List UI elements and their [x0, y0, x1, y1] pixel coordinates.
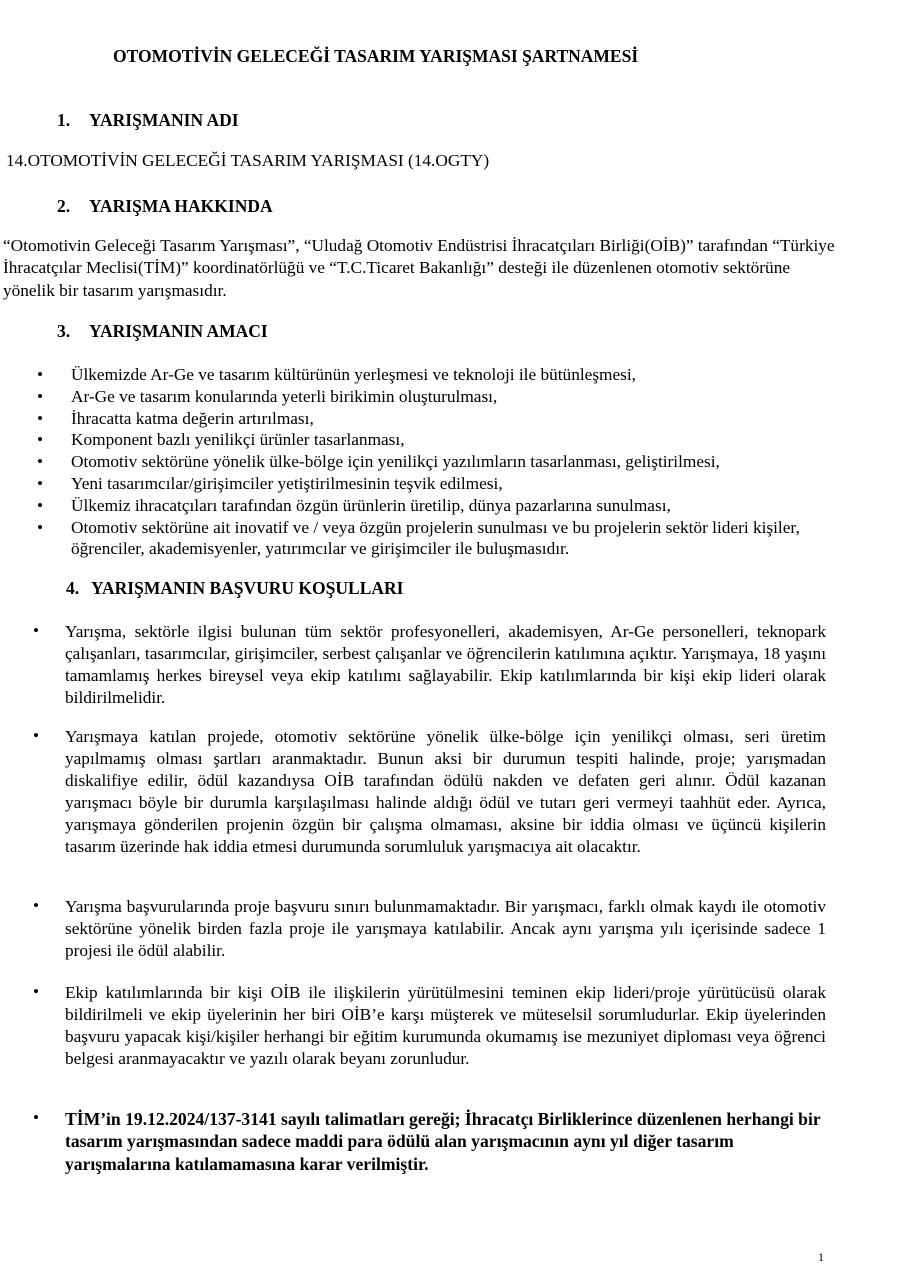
- page-number: 1: [818, 1250, 824, 1264]
- bullet-icon: •: [37, 495, 44, 515]
- list-item: • Ülkemiz ihracatçıları tarafından özgün ürünlerin üretilip, dünya pazarlarına sunulması,: [37, 495, 671, 515]
- bullet-icon: •: [37, 452, 44, 472]
- section-3-heading: [57, 321, 268, 342]
- condition-item: [0, 621, 826, 709]
- list-item: • Otomotiv sektörüne yönelik ülke-bölge için yenilikçi yazılımların tasarlanması, geliştirilmesi,: [37, 452, 720, 472]
- bullet-icon: •: [33, 896, 40, 915]
- bullet-icon: •: [33, 1108, 40, 1127]
- competition-name: 14.OTOMOTİVİN GELECEĞİ TASARIM YARIŞMASI (14.OGTY): [6, 151, 490, 170]
- list-item: • İhracatta katma değerin artırılması,: [37, 408, 314, 428]
- bullet-icon: •: [37, 473, 44, 493]
- section-2-heading: [57, 196, 273, 217]
- bullet-icon: •: [37, 408, 44, 428]
- condition-text: Yarışmaya katılan projede, otomotiv sektörüne yönelik ülke-bölge için yenilikçi olması, seri üretim yapılmamış olması şartları aranmaktadır. Bunun aksi bir durumun tespiti halinde, proje; yarışmadan diskalifiye edilir, ödül kazandıysa OİB tarafından ödülü nakden ve defaten geri alınır. Ödül kazanan yarışmacı böyle bir durumla karşılaşılması halinde aldığı ödül ve tutarı geri vermeyi taahhüt eder. Ayrıca, yarışmaya gönderilen projenin özgün bir çalışma olmaması, aksine bir iddia olması ve üçüncü kişilerin tasarım üzerinde hak iddia etmesi durumunda sorumluluk yarışmacıya ait olacaktır.: [65, 727, 826, 857]
- section-number: 3.: [57, 321, 71, 341]
- document-title: OTOMOTİVİN GELECEĞİ TASARIM YARIŞMASI ŞARTNAMESİ: [113, 46, 639, 66]
- section-4-heading: [66, 578, 403, 599]
- list-item: • Ar-Ge ve tasarım konularında yeterli birikimin oluşturulması,: [37, 386, 498, 406]
- list-item: • Yeni tasarımcılar/girişimciler yetiştirilmesinin teşvik edilmesi,: [37, 473, 503, 493]
- section-title: YARIŞMANIN AMACI: [89, 321, 268, 341]
- condition-item: [0, 982, 826, 1070]
- objectives-list: [0, 364, 860, 560]
- condition-item-highlighted: [0, 1108, 826, 1175]
- bullet-icon: •: [37, 386, 44, 406]
- bullet-icon: •: [37, 517, 44, 537]
- condition-item: [0, 896, 826, 962]
- section-number: 4.: [66, 578, 80, 598]
- condition-item: [0, 726, 826, 859]
- list-item: • Otomotiv sektörüne ait inovatif ve / veya özgün projelerin sunulması ve bu projelerin sektör lideri kişiler, öğrenciler, akademisyenler, yatırımcılar ve girişimciler ile buluşmasıdır.: [37, 517, 800, 559]
- section-title: YARIŞMANIN ADI: [89, 110, 239, 130]
- condition-text: TİM’in 19.12.2024/137-3141 sayılı talimatları gereği; İhracatçı Birliklerince düzenlenen herhangi bir tasarım yarışmasından sadece maddi para ödülü alan yarışmacının aynı yıl diğer tasarım yarışmalarına katılamamasına karar verilmiştir.: [65, 1109, 821, 1174]
- list-item: • Komponent bazlı yenilikçi ürünler tasarlanması,: [37, 430, 405, 450]
- list-item: • Ülkemizde Ar-Ge ve tasarım kültürünün yerleşmesi ve teknoloji ile bütünleşmesi,: [37, 365, 636, 384]
- section-title: YARIŞMA HAKKINDA: [89, 196, 273, 216]
- bullet-icon: •: [33, 621, 40, 640]
- bullet-icon: •: [37, 365, 44, 384]
- section-title: YARIŞMANIN BAŞVURU KOŞULLARI: [91, 578, 404, 598]
- section-number: 1.: [57, 110, 71, 130]
- bullet-icon: •: [33, 726, 40, 745]
- section-1-heading: [57, 110, 239, 131]
- section-number: 2.: [57, 196, 71, 216]
- condition-text: Yarışma, sektörle ilgisi bulunan tüm sektör profesyonelleri, akademisyen, Ar-Ge personelleri, teknopark çalışanları, tasarımcılar, girişimciler, serbest çalışanlar ve öğrencilerin katılımına açıktır. Yarışmaya, 18 yaşını tamamlamış herkes bireysel veya ekip katılımı sağlayabilir. Ekip katılımlarında bir kişi ekip lideri olarak bildirilmelidir.: [65, 622, 826, 708]
- about-paragraph: “Otomotivin Geleceği Tasarım Yarışması”, “Uludağ Otomotiv Endüstrisi İhracatçıları Birliği(OİB)” tarafından “Türkiye İhracatçılar Meclisi(TİM)” koordinatörlüğü ve “T.C.Ticaret Bakanlığı” desteği ile düzenlenen otomotiv sektörüne yönelik bir tasarım yarışmasıdır.: [3, 236, 835, 300]
- condition-text: Ekip katılımlarında bir kişi OİB ile ilişkilerin yürütülmesini teminen ekip lideri/proje yürütücüsü olarak bildirilmeli ve ekip üyelerinin her biri OİB’e karşı müşterek ve müteselsil sorumludurlar. Ekip üyelerinden başvuru yapacak kişi/kişiler herhangi bir eğitim kurumunda okumamış ise mezuniyet diploması veya öğrenci belgesi aranmayacaktır ve yazılı olarak beyanı zorunludur.: [65, 983, 826, 1069]
- condition-text: Yarışma başvurularında proje başvuru sınırı bulunmamaktadır. Bir yarışmacı, farklı olmak kaydı ile otomotiv sektörüne yönelik birden fazla proje ile yarışmaya katılabilir. Ancak aynı yarışma yılı içerisinde sadece 1 projesi ile ödül alabilir.: [65, 897, 826, 961]
- bullet-icon: •: [37, 430, 44, 450]
- bullet-icon: •: [33, 982, 40, 1001]
